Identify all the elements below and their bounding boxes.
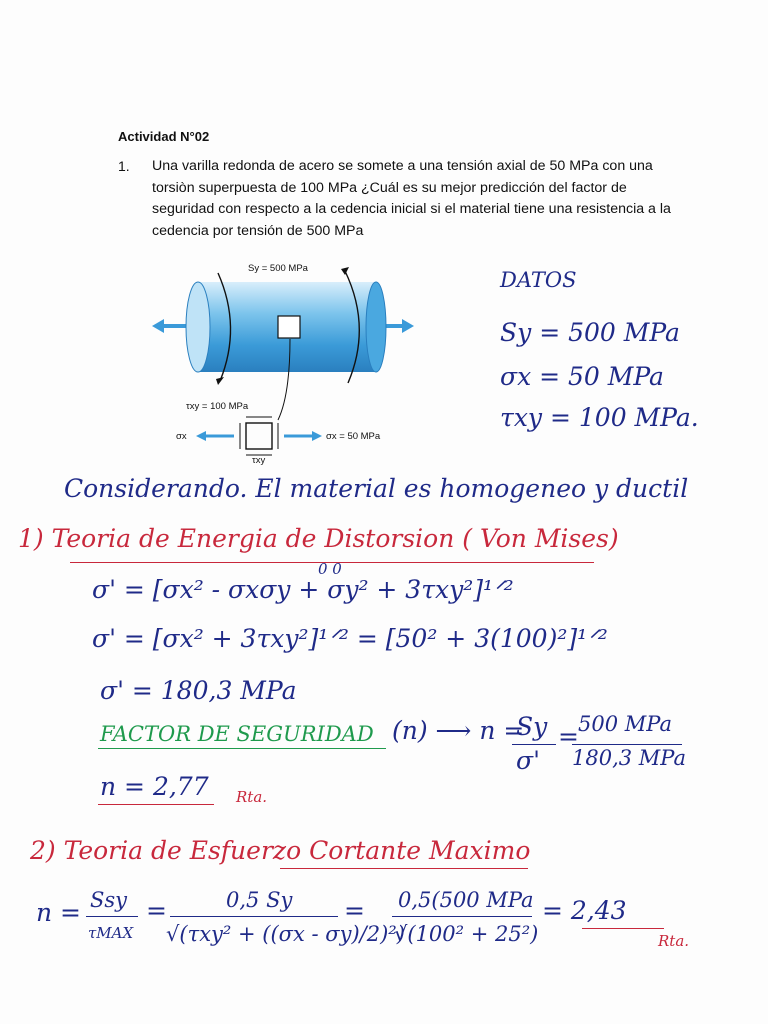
frac-value-numerator: 500 MPa xyxy=(578,712,672,736)
eq-a: = xyxy=(146,896,167,925)
eq1-zeros: 0 0 xyxy=(318,560,342,578)
txy-label: τxy = 100 MPa xyxy=(186,401,249,412)
datos-heading: DATOS xyxy=(500,268,577,292)
sx-left-label: σx xyxy=(176,431,187,442)
datos-sy: Sy = 500 MPa xyxy=(500,318,680,347)
eq-b: = xyxy=(344,896,365,925)
n2-label: n = xyxy=(36,898,81,927)
frac-equals: = xyxy=(558,722,579,751)
theory2-heading: 2) Teoria de Esfuerzo Cortante Maximo xyxy=(30,836,531,865)
eq2: σ' = [σx² + 3τxy²]¹ᐟ² = [50² + 3(100)²]¹ᐟ² xyxy=(92,624,608,653)
theory2-underline xyxy=(280,868,528,869)
theory1-heading: 1) Teoria de Energia de Distorsion ( Von Mises) xyxy=(18,524,619,553)
activity-title: Actividad N°02 xyxy=(118,129,210,144)
rod-figure xyxy=(140,255,440,470)
den2: √(τxy² + ((σx - σy)/2)²) xyxy=(166,922,405,946)
rta-2: Rta. xyxy=(658,932,690,950)
datos-txy: τxy = 100 MPa. xyxy=(500,403,699,432)
question-number: 1. xyxy=(118,158,130,174)
result-2-underline xyxy=(582,928,664,929)
num2: 0,5 Sy xyxy=(226,888,293,912)
stress-element xyxy=(278,316,300,338)
eq1: σ' = [σx² - σxσy + σy² + 3τxy²]¹ᐟ² xyxy=(92,575,514,604)
frac-value-denominator: 180,3 MPa xyxy=(572,746,687,770)
frac-numerator: Sy xyxy=(516,712,548,741)
txy-small-label: τxy xyxy=(252,455,266,466)
result-1: n = 2,77 xyxy=(100,772,209,801)
tmax: τMAX xyxy=(88,924,134,942)
frac-denominator: σ' xyxy=(516,746,540,775)
datos-sx: σx = 50 MPa xyxy=(500,362,664,391)
stress-square xyxy=(246,423,272,449)
considerando-line: Considerando. El material es homogeneo y ductil xyxy=(64,474,689,503)
sy-label: Sy = 500 MPa xyxy=(248,263,308,274)
eq3: σ' = 180,3 MPa xyxy=(100,676,297,705)
num3: 0,5(500 MPa xyxy=(398,888,534,912)
ssy: Ssy xyxy=(90,888,128,912)
rta-1: Rta. xyxy=(236,788,268,806)
factor-label: FACTOR DE SEGURIDAD xyxy=(100,722,374,746)
result-1-underline xyxy=(98,804,214,805)
den3: √(100² + 25²) xyxy=(394,922,539,946)
rod-end-face xyxy=(186,282,210,372)
factor-n: (n) ⟶ n = xyxy=(392,716,525,745)
question-text: Una varilla redonda de acero se somete a una tensión axial de 50 MPa con una torsiòn superpuesta de 100 MPa ¿Cuál es su mejor predicción del factor de seguridad con respecto a la cedencia inicial si el material tiene una resistencia a la cedencia por tensión de 500 MPa xyxy=(152,158,671,239)
factor-underline xyxy=(98,748,386,749)
eq-c-result: = 2,43 xyxy=(542,896,627,925)
sx-right-label: σx = 50 MPa xyxy=(326,431,381,442)
